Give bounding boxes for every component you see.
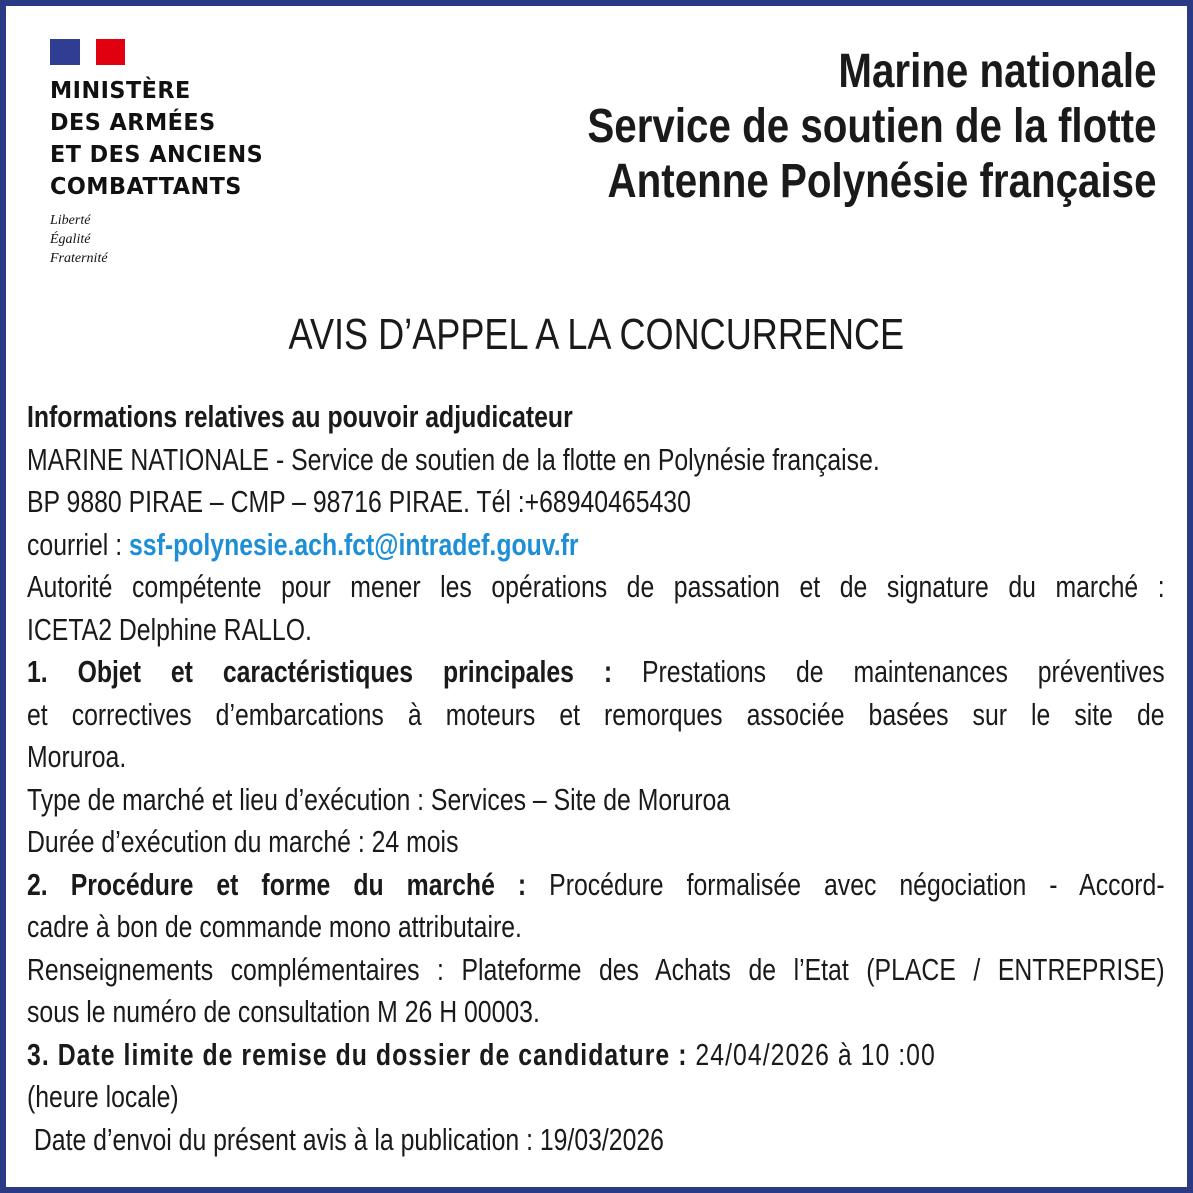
section-1-text: Prestations de maintenances préventives <box>612 654 1165 689</box>
text-line: MARINE NATIONALE - Service de soutien de la flotte en Polynésie française. <box>27 441 880 477</box>
marianne-flag-icon <box>50 39 125 65</box>
email-line <box>27 524 1165 567</box>
notice-body <box>27 396 1165 1161</box>
publication-date-line: Date d’envoi du présent avis à la publication : 19/03/2026 <box>27 1121 664 1157</box>
deadline-value: 24/04/2026 à 10 :00 <box>687 1036 936 1072</box>
issuer-header <box>479 44 1157 209</box>
header-line: Antenne Polynésie française <box>607 155 1157 208</box>
section-1-line <box>27 651 1165 694</box>
ministry-line: DES ARMÉES <box>50 110 216 136</box>
section-1-title: 1. Objet et caractéristiques principales : <box>27 654 613 689</box>
email-label: courriel : <box>27 526 129 562</box>
motto-line: Égalité <box>50 232 91 247</box>
header-line: Service de soutien de la flotte <box>587 100 1157 153</box>
header-line: Marine nationale <box>838 45 1157 98</box>
text-line: BP 9880 PIRAE – CMP – 98716 PIRAE. Tél :+68940465430 <box>27 484 691 519</box>
ministry-line: MINISTÈRE <box>50 78 191 104</box>
text-line: et correctives d’embarcations à moteurs et remorques associée basées sur le site de <box>27 696 1165 732</box>
notice-title-text: AVIS D’APPEL A LA CONCURRENCE <box>288 310 905 359</box>
email-link[interactable]: ssf-polynesie.ach.fct@intradef.gouv.fr <box>128 526 579 562</box>
section-2-line <box>27 864 1165 907</box>
text-line: cadre à bon de commande mono attributaire. <box>27 909 522 944</box>
text-line: ICETA2 Delphine RALLO. <box>27 611 312 647</box>
ministry-line: COMBATTANTS <box>50 174 242 200</box>
section-3-line <box>27 1034 1165 1077</box>
text-line: sous le numéro de consultation M 26 H 00003. <box>27 994 540 1029</box>
notice-title <box>0 310 1193 360</box>
motto-line: Fraternité <box>50 251 108 266</box>
section-2-text: Procédure formalisée avec négociation - Accord- <box>526 866 1165 902</box>
ministry-name <box>50 75 263 203</box>
text-line: Autorité compétente pour mener les opérations de passation et de signature du marché : <box>27 569 1165 604</box>
text-line: Moruroa. <box>27 739 127 774</box>
text-line: Durée d’exécution du marché : 24 mois <box>27 824 459 859</box>
motto-line: Liberté <box>50 213 91 228</box>
ministry-logo <box>50 39 270 268</box>
motto <box>50 211 270 268</box>
section-2-title: 2. Procédure et forme du marché : <box>27 866 527 902</box>
text-line: Type de marché et lieu d’exécution : Services – Site de Moruroa <box>27 781 731 817</box>
text-line: Renseignements complémentaires : Plateforme des Achats de l’Etat (PLACE / ENTREPRISE) <box>27 951 1165 987</box>
section-3-title: 3. Date limite de remise du dossier de candidature : <box>27 1036 688 1072</box>
section-heading: Informations relatives au pouvoir adjudicateur <box>27 399 573 434</box>
text-line: (heure locale) <box>27 1079 179 1114</box>
ministry-line: ET DES ANCIENS <box>50 142 264 168</box>
